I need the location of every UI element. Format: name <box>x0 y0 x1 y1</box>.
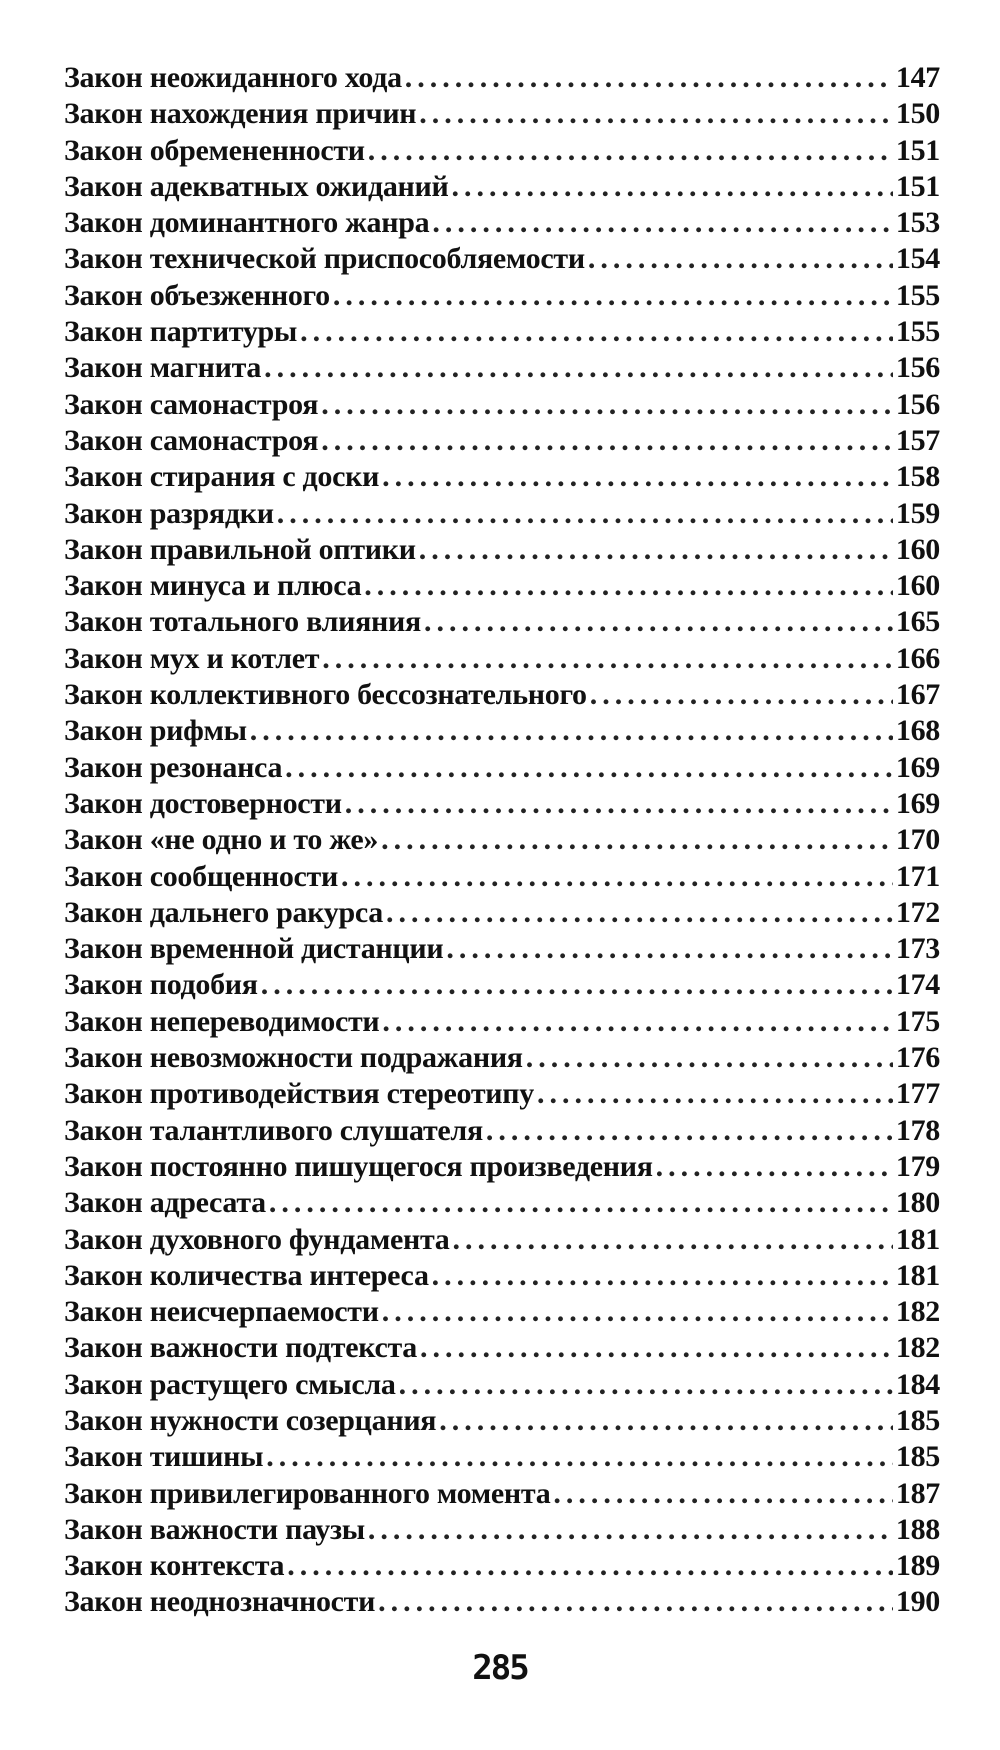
toc-entry-title: Закон привилегированного момента <box>64 1476 551 1510</box>
toc-entry <box>64 1040 940 1076</box>
dot-leader <box>405 60 893 96</box>
toc-entry-page: 160 <box>895 569 940 603</box>
toc-entry-title: Закон противодействия стереотипу <box>64 1077 534 1111</box>
toc-entry-title: Закон тотального влияния <box>64 605 421 639</box>
dot-leader <box>424 604 893 640</box>
toc-entry-title: Закон достоверности <box>64 786 342 820</box>
dot-leader <box>590 677 893 713</box>
dot-leader <box>341 859 893 895</box>
toc-entry <box>64 532 940 568</box>
toc-entry-title: Закон стирания с доски <box>64 460 380 494</box>
dot-leader <box>452 1222 892 1258</box>
toc-entry <box>64 350 940 386</box>
toc-entry <box>64 1439 940 1475</box>
toc-entry <box>64 169 940 205</box>
dot-leader <box>439 1403 893 1439</box>
toc-entry <box>64 967 940 1003</box>
toc-entry-page: 169 <box>895 786 940 820</box>
toc-entry-title: Закон адекватных ожиданий <box>64 169 449 203</box>
page-number: 285 <box>472 1648 528 1688</box>
toc-entry-title: Закон мух и котлет <box>64 641 320 675</box>
dot-leader <box>333 278 893 314</box>
toc-entry <box>64 133 940 169</box>
dot-leader <box>382 1294 893 1330</box>
dot-leader <box>266 1439 893 1475</box>
dot-leader <box>368 1512 893 1548</box>
toc-entry-title: Закон количества интереса <box>64 1258 429 1292</box>
toc-entry <box>64 568 940 604</box>
toc-entry-title: Закон нужности созерцания <box>64 1403 437 1437</box>
dot-leader <box>382 1004 893 1040</box>
toc-entry-page: 151 <box>895 133 940 167</box>
toc-entry <box>64 423 940 459</box>
dot-leader <box>300 314 893 350</box>
toc-entry-page: 187 <box>895 1476 940 1510</box>
toc-entry-page: 189 <box>895 1549 940 1583</box>
toc-entry-page: 155 <box>895 278 940 312</box>
toc-entry <box>64 1403 940 1439</box>
toc-entry-page: 147 <box>895 61 940 94</box>
toc-entry-page: 171 <box>895 859 940 893</box>
dot-leader <box>386 895 893 931</box>
toc-entry-page: 153 <box>895 206 940 240</box>
dot-leader <box>368 133 893 169</box>
toc-entry <box>64 822 940 858</box>
toc-entry-page: 174 <box>895 968 940 1002</box>
dot-leader <box>250 713 893 749</box>
toc-entry-title: Закон неожиданного хода <box>64 61 402 94</box>
toc-entry-page: 178 <box>895 1113 940 1147</box>
toc-entry-page: 158 <box>895 460 940 494</box>
dot-leader <box>432 1258 893 1294</box>
table-of-contents <box>64 60 940 1621</box>
toc-entry-title: Закон резонанса <box>64 750 283 784</box>
toc-entry-page: 170 <box>895 823 940 857</box>
dot-leader <box>446 931 893 967</box>
toc-entry-title: Закон технической приспособляемости <box>64 242 585 276</box>
dot-leader <box>419 532 893 568</box>
toc-entry <box>64 1548 940 1584</box>
toc-entry <box>64 387 940 423</box>
toc-entry <box>64 641 940 677</box>
toc-entry-page: 182 <box>895 1295 940 1329</box>
toc-entry <box>64 1149 940 1185</box>
toc-entry-title: Закон коллективного бессознательного <box>64 678 587 712</box>
dot-leader <box>277 496 893 532</box>
dot-leader <box>269 1185 893 1221</box>
toc-entry-page: 168 <box>895 714 940 748</box>
dot-leader <box>486 1113 893 1149</box>
toc-entry-title: Закон дальнего ракурса <box>64 895 383 929</box>
toc-entry-page: 185 <box>895 1403 940 1437</box>
dot-leader <box>322 641 893 677</box>
dot-leader <box>345 786 893 822</box>
toc-entry-page: 154 <box>895 242 940 276</box>
toc-entry-title: Закон самонастроя <box>64 423 319 457</box>
toc-entry-page: 179 <box>895 1149 940 1183</box>
toc-entry-page: 172 <box>895 895 940 929</box>
toc-entry-page: 190 <box>895 1585 940 1619</box>
toc-entry-title: Закон талантливого слушателя <box>64 1113 483 1147</box>
toc-entry <box>64 1584 940 1620</box>
dot-leader <box>588 241 893 277</box>
dot-leader <box>285 750 893 786</box>
toc-entry-page: 182 <box>895 1331 940 1365</box>
toc-entry-page: 166 <box>895 641 940 675</box>
toc-entry-page: 159 <box>895 496 940 530</box>
toc-entry-title: Закон нахождения причин <box>64 97 417 131</box>
toc-entry-page: 150 <box>895 97 940 131</box>
toc-entry-title: Закон адресата <box>64 1186 266 1220</box>
toc-entry-title: Закон духовного фундамента <box>64 1222 450 1256</box>
toc-entry <box>64 750 940 786</box>
dot-leader <box>321 387 893 423</box>
toc-entry-title: Закон доминантного жанра <box>64 206 430 240</box>
toc-entry-title: Закон самонастроя <box>64 387 319 421</box>
toc-entry-title: Закон сообщенности <box>64 859 338 893</box>
toc-entry-page: 180 <box>895 1186 940 1220</box>
toc-entry <box>64 1294 940 1330</box>
toc-entry <box>64 96 940 132</box>
toc-entry-title: Закон неисчерпаемости <box>64 1295 379 1329</box>
toc-entry <box>64 713 940 749</box>
toc-entry <box>64 241 940 277</box>
toc-entry-title: Закон правильной оптики <box>64 532 416 566</box>
toc-entry <box>64 895 940 931</box>
toc-entry-title: Закон магнита <box>64 351 262 385</box>
toc-entry-page: 155 <box>895 315 940 349</box>
toc-entry-page: 173 <box>895 932 940 966</box>
toc-entry-page: 151 <box>895 169 940 203</box>
toc-entry-title: Закон партитуры <box>64 315 298 349</box>
toc-entry-title: Закон обремененности <box>64 133 365 167</box>
dot-leader <box>656 1149 893 1185</box>
toc-entry <box>64 496 940 532</box>
toc-entry-page: 177 <box>895 1077 940 1111</box>
toc-entry <box>64 1330 940 1366</box>
toc-entry-title: Закон временной дистанции <box>64 932 444 966</box>
toc-entry <box>64 1185 940 1221</box>
dot-leader <box>287 1548 893 1584</box>
toc-entry-title: Закон рифмы <box>64 714 247 748</box>
toc-entry-title: Закон непереводимости <box>64 1004 380 1038</box>
toc-entry-page: 165 <box>895 605 940 639</box>
toc-entry-title: Закон постоянно пишущегося произведения <box>64 1149 653 1183</box>
dot-leader <box>364 568 893 604</box>
toc-entry <box>64 1004 940 1040</box>
dot-leader <box>553 1476 892 1512</box>
toc-entry <box>64 314 940 350</box>
toc-entry <box>64 60 940 96</box>
toc-entry-page: 184 <box>895 1367 940 1401</box>
toc-entry-page: 160 <box>895 532 940 566</box>
toc-entry-page: 181 <box>895 1222 940 1256</box>
toc-entry-title: Закон минуса и плюса <box>64 569 362 603</box>
toc-entry-page: 156 <box>895 387 940 421</box>
toc-entry-page: 175 <box>895 1004 940 1038</box>
toc-entry <box>64 859 940 895</box>
toc-entry <box>64 1367 940 1403</box>
toc-entry-page: 181 <box>895 1258 940 1292</box>
toc-entry-title: Закон тишины <box>64 1440 264 1474</box>
toc-entry <box>64 1512 940 1548</box>
dot-leader <box>526 1040 893 1076</box>
toc-entry <box>64 1258 940 1294</box>
toc-entry-title: Закон «не одно и то же» <box>64 823 379 857</box>
toc-entry-title: Закон важности паузы <box>64 1512 365 1546</box>
toc-entry <box>64 1222 940 1258</box>
toc-entry-title: Закон разрядки <box>64 496 274 530</box>
dot-leader <box>378 1584 893 1620</box>
toc-entry <box>64 786 940 822</box>
toc-entry-page: 156 <box>895 351 940 385</box>
dot-leader <box>321 423 893 459</box>
dot-leader <box>382 459 893 495</box>
toc-entry <box>64 459 940 495</box>
toc-entry-title: Закон подобия <box>64 968 258 1002</box>
toc-entry <box>64 278 940 314</box>
dot-leader <box>264 350 893 386</box>
toc-entry <box>64 205 940 241</box>
toc-entry-page: 176 <box>895 1041 940 1075</box>
toc-entry-title: Закон объезженного <box>64 278 330 312</box>
toc-entry <box>64 931 940 967</box>
toc-entry-page: 169 <box>895 750 940 784</box>
toc-entry <box>64 1076 940 1112</box>
dot-leader <box>399 1367 893 1403</box>
toc-entry <box>64 604 940 640</box>
toc-entry <box>64 677 940 713</box>
toc-entry-title: Закон растущего смысла <box>64 1367 396 1401</box>
dot-leader <box>420 1330 893 1366</box>
toc-entry-title: Закон важности подтекста <box>64 1331 417 1365</box>
dot-leader <box>261 967 893 1003</box>
toc-entry-title: Закон неоднозначности <box>64 1585 376 1619</box>
toc-entry-page: 157 <box>895 423 940 457</box>
dot-leader <box>537 1076 893 1112</box>
toc-entry-page: 167 <box>895 678 940 712</box>
toc-entry <box>64 1113 940 1149</box>
toc-entry <box>64 1476 940 1512</box>
dot-leader <box>432 205 893 241</box>
dot-leader <box>451 169 892 205</box>
toc-entry-title: Закон контекста <box>64 1549 285 1583</box>
toc-entry-page: 185 <box>895 1440 940 1474</box>
dot-leader <box>381 822 893 858</box>
toc-entry-title: Закон невозможности подражания <box>64 1041 523 1075</box>
dot-leader <box>419 96 893 132</box>
toc-entry-page: 188 <box>895 1512 940 1546</box>
